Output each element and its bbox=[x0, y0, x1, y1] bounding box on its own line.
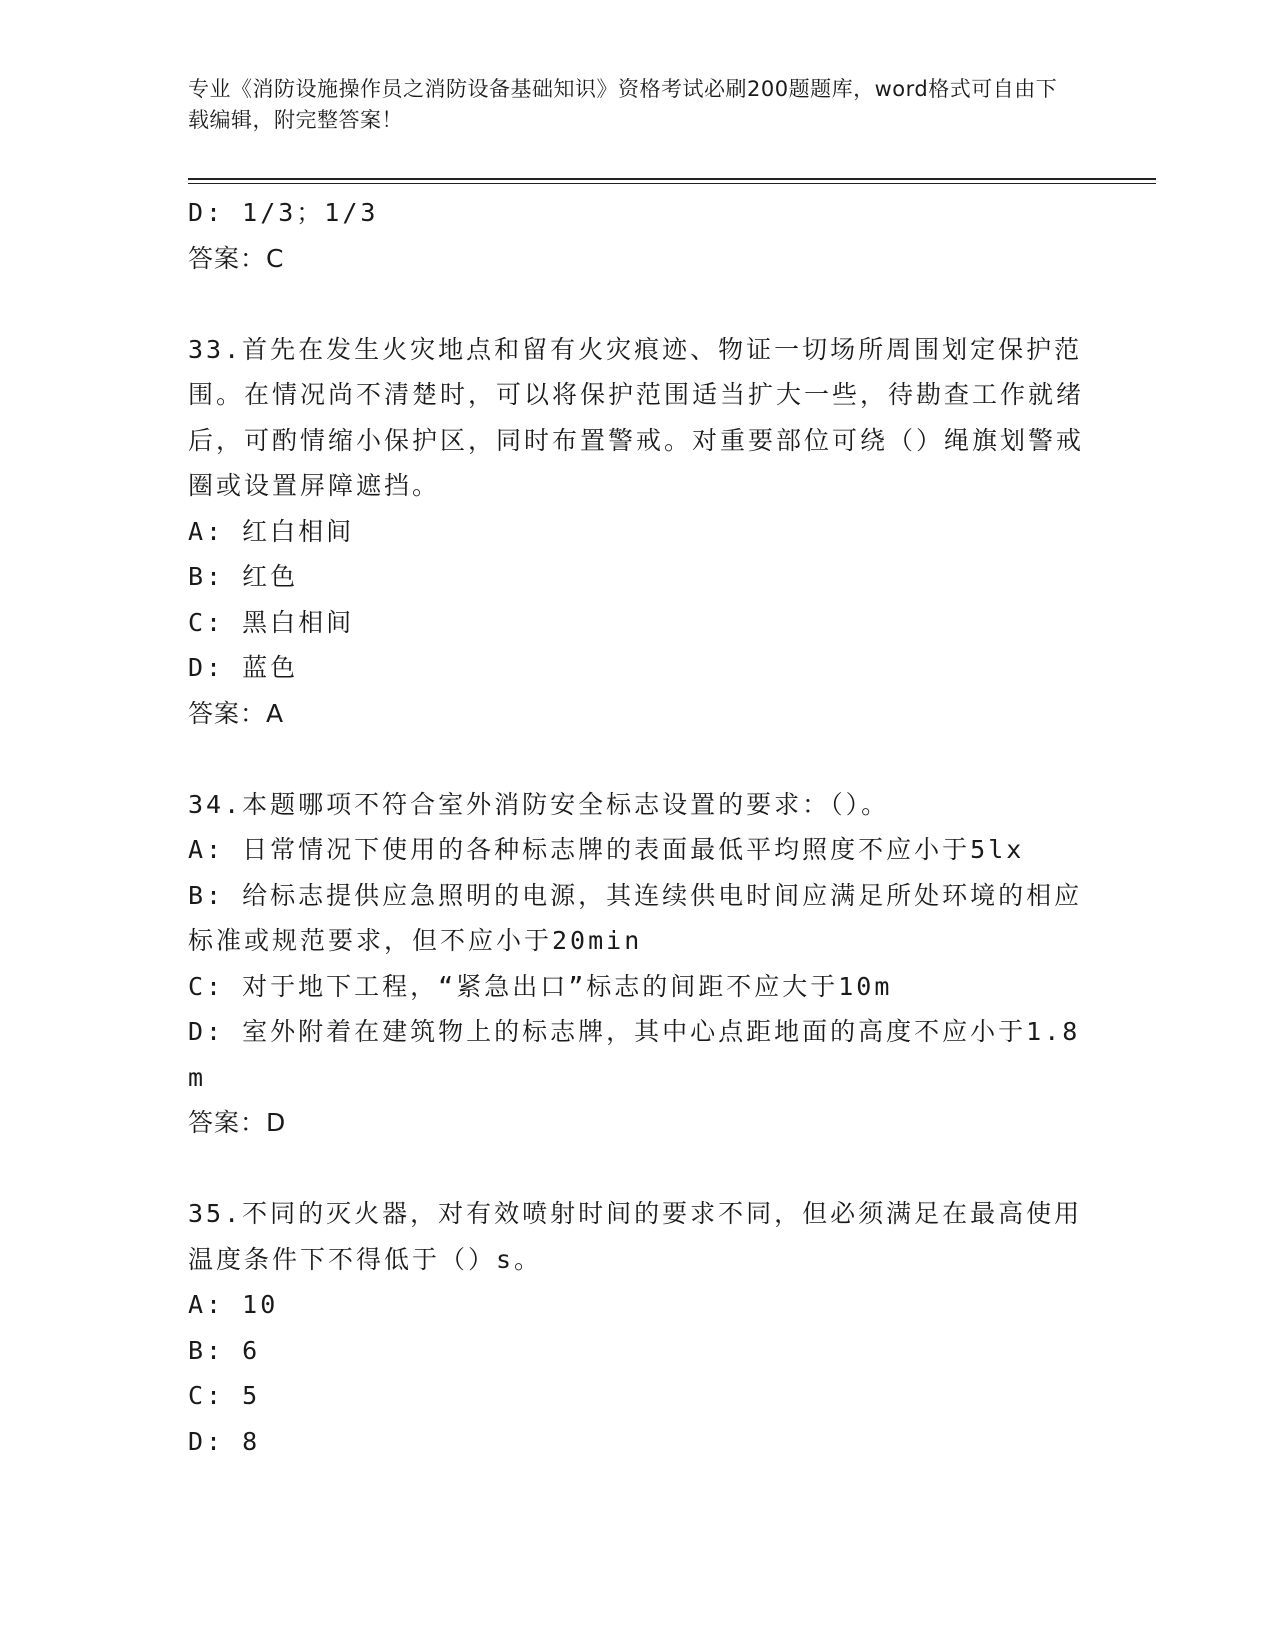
q33-option-a: A: 红白相间 bbox=[188, 516, 355, 546]
q35-option-a: A: 10 bbox=[188, 1290, 279, 1319]
q33-stem: 33.首先在发生火灾地点和留有火灾痕迹、物证一切场所周围划定保护范围。在情况尚不清楚时，可以将保护范围适当扩大一些，待勘查工作就绪后，可酌情缩小保护区，同时布置警戒。对重要部位可绕（）绳旗划警戒圈或设置屏障遮挡。 bbox=[188, 334, 1085, 500]
q34-stem: 34.本题哪项不符合室外消防安全标志设置的要求：（）。 bbox=[188, 789, 890, 819]
page-header: 专业《消防设施操作员之消防设备基础知识》资格考试必刷200题题库，word格式可自由下载编辑，附完整答案！ bbox=[188, 77, 1058, 132]
question-content bbox=[188, 190, 1088, 1464]
q35-option-b: B: 6 bbox=[188, 1335, 261, 1365]
q34-answer: 答案：D bbox=[188, 1108, 287, 1137]
prev-option-d: D: 1/3；1/3 bbox=[188, 198, 379, 227]
q33-option-d: D: 蓝色 bbox=[188, 653, 299, 682]
q35-option-d: D: 8 bbox=[188, 1426, 261, 1456]
spacer bbox=[188, 281, 1088, 327]
header-divider-thin bbox=[188, 183, 1156, 184]
q33-answer: 答案：A bbox=[188, 698, 285, 728]
q34-option-c: C: 对于地下工程，“紧急出口”标志的间距不应大于10m bbox=[188, 971, 893, 1001]
header-divider bbox=[188, 178, 1156, 180]
prev-answer: 答案：C bbox=[188, 243, 285, 273]
q35-option-c: C: 5 bbox=[188, 1381, 261, 1410]
q33-option-c: C: 黑白相间 bbox=[188, 607, 355, 637]
q35-stem: 35.不同的灭火器，对有效喷射时间的要求不同，但必须满足在最高使用温度条件下不得低于（）s。 bbox=[188, 1199, 1083, 1274]
spacer bbox=[188, 1146, 1088, 1192]
spacer bbox=[188, 736, 1088, 782]
q34-option-b: B: 给标志提供应急照明的电源，其连续供电时间应满足所处环境的相应标准或规范要求，但不应小于20min bbox=[188, 880, 1083, 955]
q34-option-a: A: 日常情况下使用的各种标志牌的表面最低平均照度不应小于5lx bbox=[188, 835, 1025, 864]
q33-option-b: B: 红色 bbox=[188, 562, 299, 591]
q34-option-d: D: 室外附着在建筑物上的标志牌，其中心点距地面的高度不应小于1.8m bbox=[188, 1017, 1081, 1092]
